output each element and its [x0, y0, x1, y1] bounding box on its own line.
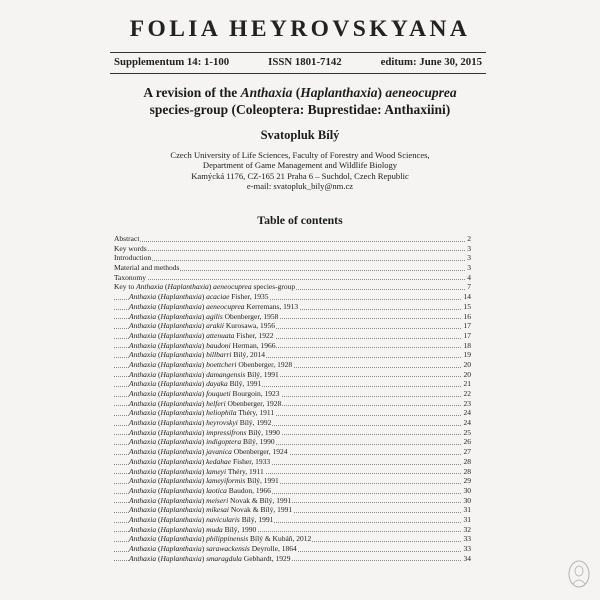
subgenus-name: Haplanthaxia	[160, 524, 202, 534]
toc-entry-label: Anthaxia (Haplanthaxia) navicularis Bílý, 1991	[129, 514, 274, 524]
genus-name: Anthaxia	[129, 476, 157, 486]
toc-entry-label: Key words	[114, 243, 147, 253]
species-name: meiseri	[206, 495, 229, 505]
toc-entry-label: Anthaxia (Haplanthaxia) baudoni Herman, 1966	[129, 340, 276, 350]
toc-entry-label: Key to Anthaxia (Haplanthaxia) aeneocuprea species-group	[114, 282, 296, 292]
species-author: Novak & Bílý, 1991	[230, 505, 293, 515]
toc-entry-label: Anthaxia (Haplanthaxia) heliophila Théry, 1911	[129, 408, 275, 418]
toc-entry-species[interactable]	[114, 447, 471, 457]
species-author: Obenberger, 1928	[238, 359, 293, 369]
toc-page-number: 23	[463, 398, 471, 408]
publication-date: editum: June 30, 2015	[380, 56, 482, 68]
species-name: heliophila	[206, 408, 237, 418]
subgenus-name: Haplanthaxia	[160, 359, 202, 369]
subgenus-name: Haplanthaxia	[160, 379, 202, 389]
species-name: helferi	[206, 398, 226, 408]
genus-name: Anthaxia	[129, 350, 157, 360]
toc-entry-label: Introduction	[114, 253, 152, 263]
species-name: boettcheri	[206, 359, 237, 369]
toc-page-number: 18	[463, 340, 471, 350]
genus-name: Anthaxia	[129, 514, 157, 524]
toc-entry-species[interactable]	[114, 515, 471, 525]
toc-page-number: 30	[463, 485, 471, 495]
species-author: Bílý, 1991	[247, 476, 279, 486]
toc-entry-species[interactable]	[114, 399, 471, 409]
issn: ISSN 1801-7142	[268, 56, 342, 68]
dot-leader	[114, 250, 471, 251]
toc-entry-species[interactable]	[114, 321, 471, 331]
journal-title: FOLIA HEYROVSKYANA	[129, 16, 471, 42]
toc-entry-species[interactable]	[114, 457, 471, 467]
species-author: Bílý, 1991	[241, 514, 274, 524]
genus-name: Anthaxia	[129, 505, 157, 515]
genus-name: Anthaxia	[129, 495, 157, 505]
genus-name: Anthaxia	[129, 408, 157, 418]
toc-entry-species[interactable]	[114, 312, 471, 322]
toc-entry[interactable]	[114, 263, 471, 273]
species-name: agilis	[206, 311, 223, 321]
toc-page-number: 25	[463, 427, 471, 437]
species-author: Bílý, 1990	[224, 524, 257, 534]
toc-page-number: 20	[463, 359, 471, 369]
toc-page-number: 3	[467, 263, 471, 273]
toc-entry-label: Anthaxia (Haplanthaxia) mikesai Novak & Bílý, 1991	[129, 505, 293, 515]
subgenus-name: Haplanthaxia	[160, 369, 202, 379]
species-author: Bílý, 1990	[242, 437, 275, 447]
subgenus-name: Haplanthaxia	[160, 544, 202, 553]
toc-page-number: 32	[463, 524, 471, 534]
header-rule-top	[110, 52, 486, 53]
species-author: Herman, 1966	[232, 340, 276, 350]
toc-page-number: 7	[467, 282, 471, 292]
species-name: acaciae	[206, 292, 230, 302]
genus-name: Anthaxia	[129, 418, 157, 428]
species-author: Obenberger, 1928	[227, 398, 282, 408]
toc-entry-label: Anthaxia (Haplanthaxia) dayaka Bílý, 1991	[129, 379, 262, 389]
toc-entry-label: Anthaxia (Haplanthaxia) acaciae Fisher, 1935	[129, 292, 269, 302]
subgenus-name: Haplanthaxia	[160, 505, 202, 515]
toc-page-number: 19	[463, 350, 471, 360]
author-name: Svatopluk Bílý	[260, 128, 340, 142]
toc-entry-species[interactable]	[114, 350, 471, 360]
toc-entry-label: Taxonomy	[114, 272, 146, 282]
species-name: lameyi	[206, 466, 227, 476]
toc-entry-species[interactable]	[114, 302, 471, 312]
toc-entry-key[interactable]	[114, 282, 471, 292]
species-author: Deyrolle, 1864	[251, 544, 297, 553]
toc-page-number: 26	[463, 437, 471, 447]
subgenus-name: Haplanthaxia	[160, 495, 202, 505]
toc-entry-species[interactable]	[114, 467, 471, 477]
toc-page-number: 30	[463, 495, 471, 505]
toc-entry-species[interactable]	[114, 379, 471, 389]
genus-name: Anthaxia	[129, 544, 157, 553]
toc-entry-label: Anthaxia (Haplanthaxia) aeneocuprea Kerremans, 1913	[129, 301, 299, 311]
toc-entry-species[interactable]	[114, 428, 471, 438]
subgenus-name: Haplanthaxia	[160, 456, 202, 466]
subgenus-name: Haplanthaxia	[160, 447, 202, 457]
toc-entry-species[interactable]	[114, 341, 471, 351]
subgenus-name: Haplanthaxia	[160, 311, 202, 321]
subgenus-name: Haplanthaxia	[160, 466, 202, 476]
subgenus-name: Haplanthaxia	[160, 437, 202, 447]
species-author: Bílý & Kubáň, 2012	[250, 534, 312, 544]
genus-name: Anthaxia	[129, 330, 157, 340]
toc-entry-label: Anthaxia (Haplanthaxia) arakii Kurosawa, 1956	[129, 321, 276, 331]
toc-page-number: 31	[463, 514, 471, 524]
toc-entry-label: Anthaxia (Haplanthaxia) fouqueti Bourgoin, 1923	[129, 389, 280, 398]
species-name: arakii	[206, 321, 224, 331]
dot-leader	[114, 241, 471, 242]
toc-page-number: 28	[463, 466, 471, 476]
subgenus-name: Haplanthaxia	[160, 389, 202, 398]
species-author: Obenberger, 1958	[224, 311, 279, 321]
genus-name: Anthaxia	[129, 466, 157, 476]
author-affiliation	[80, 150, 520, 192]
toc-entry[interactable]	[114, 244, 471, 254]
species-name: attenuata	[206, 330, 235, 340]
toc-page-number: 31	[463, 505, 471, 515]
toc-page-number: 17	[463, 321, 471, 331]
subgenus-name: Haplanthaxia	[160, 534, 202, 544]
toc-entry-species[interactable]	[114, 331, 471, 341]
toc-entry[interactable]	[114, 253, 471, 263]
toc-page-number: 16	[463, 311, 471, 321]
species-author: Gebhardt, 1929	[243, 553, 291, 563]
subgenus-name: Haplanthaxia	[160, 485, 202, 495]
toc-entry[interactable]	[114, 273, 471, 283]
subgenus-name: Haplanthaxia	[160, 330, 202, 340]
table-of-contents	[114, 234, 471, 563]
genus-name: Anthaxia	[129, 369, 157, 379]
author-email[interactable]: e-mail: svatopluk_bily@nm.cz	[246, 181, 354, 192]
subgenus-name: Haplanthaxia	[160, 321, 202, 331]
species-name: lameyiformis	[206, 476, 246, 486]
toc-entry-species[interactable]	[114, 389, 471, 399]
toc-entry-label: Anthaxia (Haplanthaxia) laotica Baudon, 1966	[129, 485, 271, 495]
species-name: damangensis	[206, 369, 246, 379]
toc-page-number: 15	[463, 301, 471, 311]
genus-name: Anthaxia	[129, 524, 157, 534]
article-title-line-2: species-group (Coleoptera: Buprestidae: Anthaxiini)	[149, 102, 451, 117]
species-author: Bílý, 1991	[229, 379, 262, 389]
toc-entry-species[interactable]	[114, 496, 471, 506]
affiliation-line: Kamýcká 1176, CZ-165 21 Praha 6 – Suchdol, Czech Republic	[191, 170, 409, 181]
toc-page-number: 33	[463, 534, 471, 544]
toc-entry-label: Abstract	[114, 234, 140, 243]
toc-page-number: 2	[467, 234, 471, 243]
genus-name: Anthaxia	[129, 427, 157, 437]
toc-entry-label: Anthaxia (Haplanthaxia) boettcheri Obenberger, 1928	[129, 359, 293, 369]
genus-name: Anthaxia	[129, 311, 157, 321]
toc-entry-species[interactable]	[114, 360, 471, 370]
species-name: philippinensis	[206, 534, 249, 544]
species-name: heyrovskyi	[206, 418, 238, 428]
subgenus-name: Haplanthaxia	[160, 476, 202, 486]
header-rule-bottom	[110, 73, 486, 74]
toc-page-number: 21	[463, 379, 471, 389]
affiliation-line: Czech University of Life Sciences, Faculty of Forestry and Wood Sciences,	[170, 150, 430, 160]
subgenus-name: Haplanthaxia	[160, 398, 202, 408]
toc-entry[interactable]	[114, 234, 471, 244]
toc-entry-species[interactable]	[114, 505, 471, 515]
toc-entry-label: Anthaxia (Haplanthaxia) smaragdula Gebhardt, 1929	[129, 553, 291, 563]
toc-entry-label: Anthaxia (Haplanthaxia) lameyiformis Bílý, 1991	[129, 476, 279, 486]
genus-name: Anthaxia	[129, 456, 157, 466]
toc-entry-label: Anthaxia (Haplanthaxia) indigoptera Bílý, 1990	[129, 437, 275, 447]
toc-entry-label: Anthaxia (Haplanthaxia) heyrovskyi Bílý, 1992	[129, 418, 272, 428]
toc-entry-label: Anthaxia (Haplanthaxia) billbarri Bílý, 2014	[129, 350, 266, 360]
toc-entry-label: Anthaxia (Haplanthaxia) agilis Obenberger, 1958	[129, 311, 279, 321]
toc-entry-label: Material and methods	[114, 263, 180, 273]
toc-page-number: 22	[463, 389, 471, 398]
species-author: Bílý, 1991	[247, 369, 279, 379]
species-author: Bílý, 2014	[233, 350, 266, 360]
species-name: aeneocuprea	[206, 301, 245, 311]
species-name: billbarri	[206, 350, 232, 360]
species-name: fouqueti	[206, 389, 231, 398]
toc-entry-label: Anthaxia (Haplanthaxia) muda Bílý, 1990	[129, 524, 257, 534]
species-author: Fisher, 1935	[231, 292, 269, 302]
affiliation-line: Department of Game Management and Wildlife Biology	[202, 160, 398, 171]
toc-entry-label: Anthaxia (Haplanthaxia) meiseri Novak & Bílý, 1991	[129, 495, 292, 505]
subgenus-name: Haplanthaxia	[160, 427, 202, 437]
toc-entry-label: Anthaxia (Haplanthaxia) attenuata Fisher, 1922	[129, 330, 274, 340]
toc-page-number: 24	[463, 408, 471, 418]
species-author: Bílý, 1992	[239, 418, 272, 428]
species-author: Fisher, 1922	[236, 330, 274, 340]
genus-name: Anthaxia	[129, 485, 157, 495]
toc-entry-species[interactable]	[114, 554, 471, 564]
species-name: navicularis	[206, 514, 240, 524]
dot-leader	[114, 279, 471, 280]
article-title	[80, 84, 520, 118]
species-author: Bourgoin, 1923	[232, 389, 280, 398]
species-name: kedahae	[206, 456, 232, 466]
subgenus-name: Haplanthaxia	[160, 553, 202, 563]
species-name: javanica	[206, 447, 232, 457]
subgenus-name: Haplanthaxia	[160, 408, 202, 418]
genus-name: Anthaxia	[129, 301, 157, 311]
toc-heading: Table of contents	[257, 213, 343, 227]
toc-page-number: 20	[463, 369, 471, 379]
subgenus-name: Haplanthaxia	[160, 514, 202, 524]
species-author: Théry, 1911	[227, 466, 264, 476]
species-name: baudoni	[206, 340, 231, 350]
toc-page-number: 3	[467, 243, 471, 253]
toc-page-number: 33	[463, 544, 471, 553]
toc-entry-species[interactable]	[114, 486, 471, 496]
toc-page-number: 27	[463, 447, 471, 457]
species-name: indigoptera	[206, 437, 242, 447]
species-author: Baudon, 1966	[228, 485, 271, 495]
toc-entry-label: Anthaxia (Haplanthaxia) kedahae Fisher, 1933	[129, 456, 271, 466]
species-name: muda	[206, 524, 223, 534]
genus-name: Anthaxia	[129, 321, 157, 331]
toc-entry-label: Anthaxia (Haplanthaxia) lameyi Théry, 1911	[129, 466, 264, 476]
species-author: Fisher, 1933	[232, 456, 271, 466]
genus-name: Anthaxia	[129, 389, 157, 398]
genus-name: Anthaxia	[129, 359, 157, 369]
toc-page-number: 14	[463, 292, 471, 302]
toc-page-number: 29	[463, 476, 471, 486]
toc-page-number: 34	[463, 553, 471, 563]
genus-name: Anthaxia	[129, 553, 157, 563]
toc-entry-label: Anthaxia (Haplanthaxia) sarawackensis Deyrolle, 1864	[129, 544, 297, 553]
toc-entry-species[interactable]	[114, 418, 471, 428]
issue-info	[114, 56, 482, 68]
species-author: Bílý, 1990	[248, 427, 280, 437]
species-author: Obenberger, 1924	[233, 447, 288, 457]
toc-page-number: 4	[467, 272, 471, 282]
toc-page-number: 3	[467, 253, 471, 263]
species-author: Kerremans, 1913	[246, 301, 299, 311]
toc-entry-label: Anthaxia (Haplanthaxia) philippinensis Bílý & Kubáň, 2012	[129, 534, 312, 544]
toc-page-number: 17	[463, 330, 471, 340]
toc-entry-label: Anthaxia (Haplanthaxia) impressifrons Bílý, 1990	[129, 427, 280, 437]
toc-entry-species[interactable]	[114, 370, 471, 380]
subgenus-name: Haplanthaxia	[160, 350, 202, 360]
toc-entry-label: Anthaxia (Haplanthaxia) damangensis Bílý, 1991	[129, 369, 279, 379]
article-title-line-1: A revision of the Anthaxia (Haplanthaxia) aeneocuprea	[143, 85, 457, 100]
toc-entry-species[interactable]	[114, 292, 471, 302]
species-name: smaragdula	[206, 553, 242, 563]
toc-entry-species[interactable]	[114, 544, 471, 554]
subgenus-name: Haplanthaxia	[160, 292, 202, 302]
dot-leader	[114, 260, 471, 261]
species-author: Novak & Bílý, 1991	[230, 495, 292, 505]
toc-entry-species[interactable]	[114, 476, 471, 486]
genus-name: Anthaxia	[129, 340, 157, 350]
toc-entry-label: Anthaxia (Haplanthaxia) helferi Obenberger, 1928	[129, 398, 282, 408]
species-author: Théry, 1911	[238, 408, 275, 418]
genus-name: Anthaxia	[129, 379, 157, 389]
genus-name: Anthaxia	[129, 398, 157, 408]
species-name: dayaka	[206, 379, 228, 389]
toc-page-number: 28	[463, 456, 471, 466]
toc-entry-species[interactable]	[114, 408, 471, 418]
toc-entry-species[interactable]	[114, 525, 471, 535]
subgenus-name: Haplanthaxia	[160, 340, 202, 350]
species-name: mikesai	[206, 505, 229, 515]
genus-name: Anthaxia	[129, 292, 157, 302]
genus-name: Anthaxia	[129, 437, 157, 447]
subgenus-name: Haplanthaxia	[160, 418, 202, 428]
genus-name: Anthaxia	[129, 534, 157, 544]
publisher-seal-icon	[568, 560, 590, 588]
toc-page-number: 24	[463, 418, 471, 428]
species-name: laotica	[206, 485, 227, 495]
subgenus-name: Haplanthaxia	[160, 301, 202, 311]
toc-entry-species[interactable]	[114, 534, 471, 544]
species-name: sarawackensis	[206, 544, 250, 553]
genus-name: Anthaxia	[129, 447, 157, 457]
toc-entry-label: Anthaxia (Haplanthaxia) javanica Obenberger, 1924	[129, 447, 288, 457]
species-name: impressifrons	[206, 427, 247, 437]
species-author: Kurosawa, 1956	[225, 321, 276, 331]
toc-entry-species[interactable]	[114, 437, 471, 447]
supplement-number: Supplementum 14: 1-100	[114, 56, 230, 68]
